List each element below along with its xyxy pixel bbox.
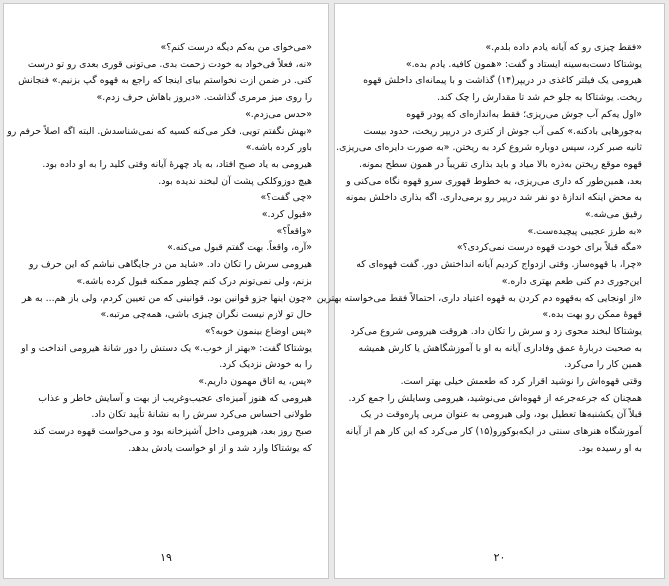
left-page-number: ۱۹ [160, 551, 172, 564]
text-line: کنی. در ضمن ازت نخواستم بیای اینجا که راجع به قهوه گپ بزنیم.» فنجانش [18, 75, 312, 87]
text-line: «می‌خوای من به‌کم دیگه درست کنم؟» [160, 42, 312, 53]
text-line: «چون اینها جزو قوانین بود. قوانینی که من تعیین کردم، ولی باز هم... به هر [21, 292, 312, 304]
text-line: قبلاً آن یکشنبه‌ها تعطیل بود، ولی هیرومی به عنوان مربی پاره‌وقت در یک [360, 409, 642, 421]
text-line: هیچ دوزوکلکی پشت آن لبخند ندیده بود. [158, 175, 312, 187]
text-line: یوشتاکا لبخند محوی زد و سرش را تکان داد. هروقت هیرومی شروع می‌کرد [350, 325, 642, 337]
text-line: هیرومی به یاد صبح افتاد، به یاد چهرهٔ آیانه وقتی کلید را به او داده بود. [42, 158, 312, 170]
text-line: «فقط چیزی رو که آیانه یادم داده بلدم.» [485, 42, 642, 53]
text-line: حال تو لازم نیست نگران چیزی باشی، همه‌چی مرتبه.» [100, 309, 312, 321]
text-line: «قبول کرد.» [261, 209, 312, 221]
text-line: همچنان که جرعه‌جرعه از قهوه‌اش می‌نوشید، هیرومی وسایلش را جمع کرد. [348, 392, 642, 404]
text-line: بزنم، ولی نمی‌تونم درک کنم چطور ممکنه قبول کرده باشه.» [76, 275, 312, 287]
text-line: یوشتاکا گفت: «بهتر از خوب.» یک دستش را دور شانهٔ هیرومی انداخت و او [21, 342, 312, 354]
text-line: به صحبت دربارهٔ عمق وفاداری آیانه به او با آموزشگاهش یا کارش همیشه [358, 342, 642, 354]
text-line: «بهش نگفتم تویی. فکر می‌کنه کسیه که نمی‌شناسدش. البته اگه اصلاً حرفم رو [7, 125, 312, 137]
text-line: همین کار را می‌کرد. [564, 359, 642, 371]
text-line: هیرومی سرش را تکان داد. «شاید من در جایگاهی نباشم که این حرف رو [29, 259, 312, 271]
right-page-number: ۲۰ [493, 551, 506, 564]
text-line: یوشتاکا دست‌به‌سینه ایستاد و گفت: «همون کافیه. یادم بده.» [405, 58, 642, 70]
text-line: را روی میز مرمری گذاشت. «دیروز باهاش حرف زدم.» [96, 92, 312, 104]
text-line: «اول یه‌کم آب جوش می‌ریزی؛ فقط به‌اندازه‌ای که پودر قهوه [406, 108, 642, 120]
text-line: «آره، واقعاً. بهت گفتم قبول می‌کنه.» [167, 242, 312, 254]
text-line: ثانیه صبر کرد، سپس دوباره شروع کرد به ریختن. «به صورت دایره‌ای می‌ریزی. [336, 142, 642, 154]
text-line: وقتی قهوه‌اش را نوشید اقرار کرد که طعمش خیلی بهتر است. [400, 376, 642, 388]
text-line: «واقعاً؟» [276, 225, 312, 237]
left-page-text [7, 40, 312, 458]
text-line: «حدس می‌زدم.» [245, 108, 312, 120]
text-line: «چی گفت؟» [260, 192, 312, 204]
text-line: به او رسیده بود. [578, 442, 642, 454]
text-line: را به خودش نزدیک کرد. [219, 359, 312, 371]
text-line: به‌جورهایی بادکنه.» کمی آب جوش از کتری در دریپر ریخت، حدود بیست [363, 125, 642, 137]
text-line: «مگه قبلاً برای خودت قهوه درست نمی‌کردی؟» [456, 242, 642, 254]
text-line: «نه، فعلاً فی‌خواد به خودت زحمت بدی. می‌تونی قوری بعدی رو تو درست [27, 58, 312, 70]
text-line: ریخت. یوشتاکا به جلو خم شد تا مقدارش را چک کند. [437, 92, 642, 104]
text-line: «چرا، با قهوه‌ساز. وقتی ازدواج کردیم آیانه انداختش دور. گفت قهوه‌ای که [356, 259, 642, 271]
left-page [3, 3, 329, 579]
text-line: هیرومی یک فیلتر کاغذی در دریپر(۱۴) گذاشت و با پیمانه‌ای داخلش قهوه [363, 75, 642, 87]
text-line: رقیق می‌شه.» [584, 209, 642, 221]
text-line: «پس، یه اتاق مهمون داریم.» [198, 376, 312, 388]
right-page [316, 3, 665, 579]
text-line: «به طرز عجیبی پیچیده‌ست.» [527, 225, 642, 237]
text-line: آموزشگاه هنرهای سنتی در ایکه‌بوکورو(۱۵) کار می‌کرد که این کار هم از آیانه [345, 426, 642, 438]
text-line: این‌جوری دم کنی طعم بهتری داره.» [501, 275, 642, 287]
text-line: بعد، همین‌طور که داری می‌ریزی، به خطوط قهوری سرو قهوه نگاه می‌کنی و [346, 175, 642, 187]
text-line: صبح روز بعد، هیرومی داخل آشپزخانه بود و می‌خواست قهوه درست کند [33, 426, 312, 438]
text-line: باور کرده باشه.» [245, 142, 312, 154]
text-line: هیرومی که هنوز آمیزه‌ای عجیب‌وغریب از بهت و آسایش خاطر و عذاب [38, 392, 312, 404]
text-line: قهوهٔ ممکن رو بهت بده.» [542, 309, 642, 321]
text-line: طولانی احساس می‌کرد سرش را به نشانهٔ تأیید تکان داد. [91, 409, 312, 421]
text-line: «پس اوضاع بینمون خوبه؟» [204, 325, 312, 337]
text-line: قهوه موقع ریختن به‌ذره بالا میاد و باید بذاری تقریباً در همون سطح بمونه. [359, 158, 642, 170]
right-page-text [316, 40, 642, 458]
text-line: که یوشتاکا وارد شد و از او خواست یادش بدهد. [128, 442, 312, 454]
text-line: به محض اینکه اندازهٔ دو نفر شد دریپر رو برمی‌داری. اگه بذاری داخلش بمونه [345, 192, 642, 204]
text-line: «از اونجایی که به‌قهوه دم کردن به قهوه اعتیاد داری، احتمالاً فقط می‌خواسته بهترین [316, 292, 642, 304]
